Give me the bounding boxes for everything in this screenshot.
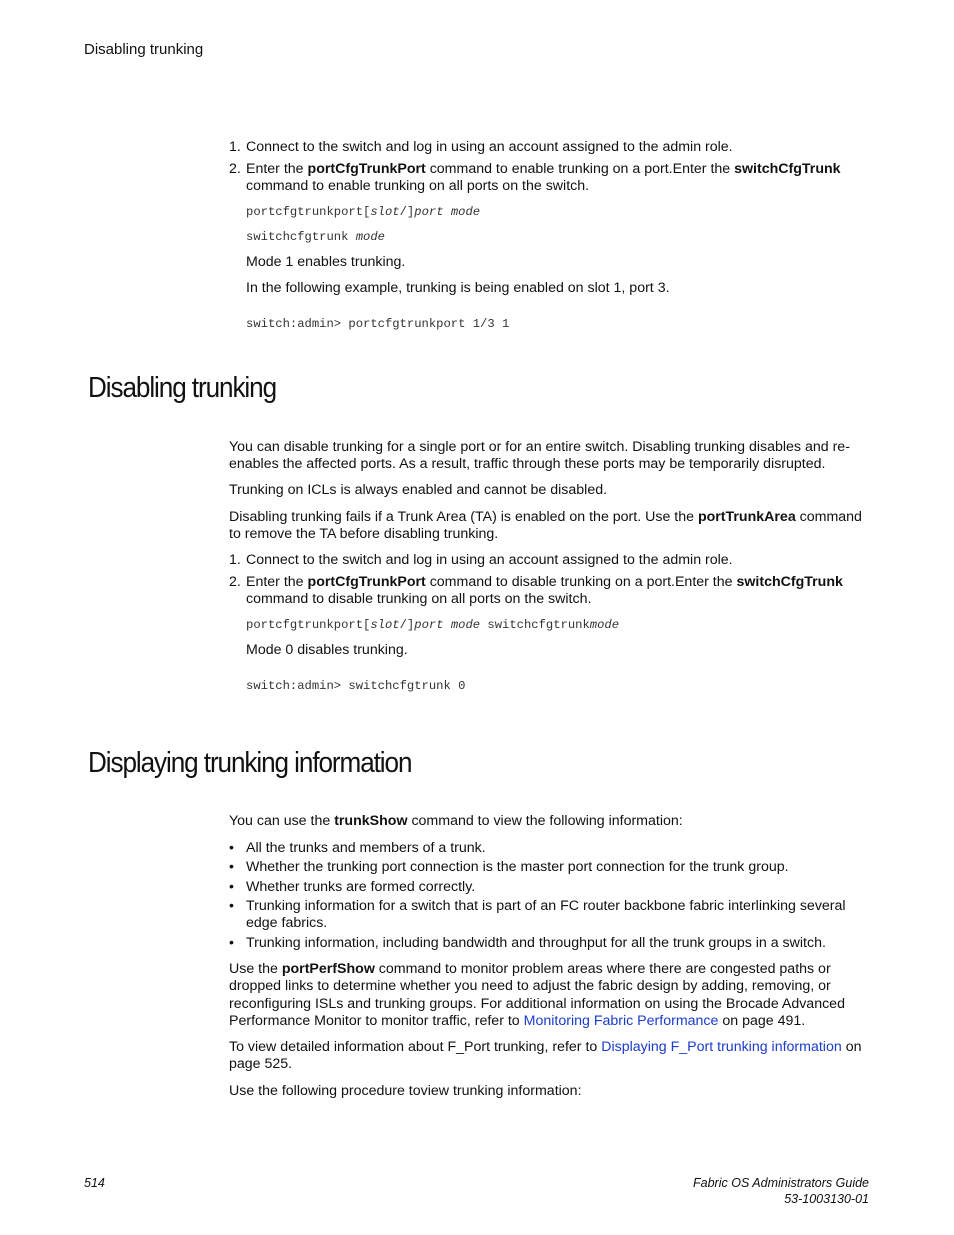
paragraph-continued: to remove the TA before disabling trunking. [229,526,499,542]
step-text-continued: command to enable trunking on all ports on the switch. [246,178,590,194]
step-number: 2. [229,161,241,177]
command-name: switchCfgTrunk [736,574,843,590]
command-name: portTrunkArea [697,509,796,525]
mode-note: Mode 0 disables trunking. [246,642,408,658]
step-text: Enter the portCfgTrunkPort command to disable trunking on a port.Enter the switchCfgTrunk [246,574,843,590]
monitoring-fabric-performance-link[interactable]: Monitoring Fabric Performance [523,1013,719,1029]
bullet-marker: • [229,879,234,895]
list-item: Trunking information, including bandwidth and throughput for all the trunk groups in a switch. [246,935,826,951]
paragraph-continued: Performance Monitor to monitor traffic, refer to Monitoring Fabric Performance on page 491. [229,1013,806,1029]
page-number: 514 [84,1176,105,1190]
bullet-marker: • [229,859,234,875]
paragraph-continued: enables the affected ports. As a result, traffic through these ports may be temporarily disrupted. [229,456,826,472]
syntax-line: portcfgtrunkport[slot/]port mode [246,205,481,219]
bullet-marker: • [229,935,234,951]
syntax-line: portcfgtrunkport[slot/]port mode switchcfgtrunkmode [246,618,620,632]
list-item: Whether the trunking port connection is the master port connection for the trunk group. [246,859,789,875]
paragraph: Use the following procedure toview trunking information: [229,1083,582,1099]
displaying-fport-trunking-link[interactable]: Displaying F_Port trunking information [601,1039,842,1055]
step-number: 1. [229,552,241,568]
step-text: Connect to the switch and log in using an account assigned to the admin role. [246,139,733,155]
command-name: portPerfShow [281,961,375,977]
guide-title: Fabric OS Administrators Guide [693,1176,869,1190]
document-number: 53-1003130-01 [784,1192,869,1206]
page-header: Disabling trunking [84,41,204,58]
example-note: In the following example, trunking is being enabled on slot 1, port 3. [246,280,670,296]
section-heading: Displaying trunking information [88,747,412,779]
paragraph: To view detailed information about F_Port trunking, refer to Displaying F_Port trunking information on [229,1039,862,1055]
paragraph: Use the portPerfShow command to monitor problem areas where there are congested paths or [229,961,831,977]
command-name: portCfgTrunkPort [307,161,426,177]
paragraph: Trunking on ICLs is always enabled and cannot be disabled. [229,482,608,498]
mode-note: Mode 1 enables trunking. [246,254,406,270]
bullet-marker: • [229,840,234,856]
list-item: Trunking information for a switch that is part of an FC router backbone fabric interlinking several [246,898,846,914]
list-item: Whether trunks are formed correctly. [246,879,476,895]
paragraph-continued: dropped links to determine whether you need to adjust the fabric design by adding, removing, or [229,978,831,994]
step-number: 1. [229,139,241,155]
example-command: switch:admin> portcfgtrunkport 1/3 1 [246,317,510,331]
paragraph: You can disable trunking for a single port or for an entire switch. Disabling trunking disables and re- [229,439,850,455]
step-text-continued: command to disable trunking on all ports on the switch. [246,591,592,607]
paragraph: Disabling trunking fails if a Trunk Area (TA) is enabled on the port. Use the portTrunkArea command [229,509,862,525]
command-name: switchCfgTrunk [734,161,841,177]
step-text: Connect to the switch and log in using an account assigned to the admin role. [246,552,733,568]
example-command: switch:admin> switchcfgtrunk 0 [246,679,466,693]
step-number: 2. [229,574,241,590]
list-item: All the trunks and members of a trunk. [246,840,486,856]
paragraph-continued: reconfiguring ISLs and trunking groups. For additional information on using the Brocade Advanced [229,996,845,1012]
list-item-continued: edge fabrics. [246,915,328,931]
paragraph: You can use the trunkShow command to view the following information: [229,813,683,829]
syntax-line: switchcfgtrunk mode [246,230,385,244]
paragraph-continued: page 525. [229,1056,293,1072]
command-name: portCfgTrunkPort [307,574,426,590]
step-text: Enter the portCfgTrunkPort command to enable trunking on a port.Enter the switchCfgTrunk [246,161,841,177]
command-name: trunkShow [334,813,408,829]
section-heading: Disabling trunking [88,372,277,404]
bullet-marker: • [229,898,234,914]
